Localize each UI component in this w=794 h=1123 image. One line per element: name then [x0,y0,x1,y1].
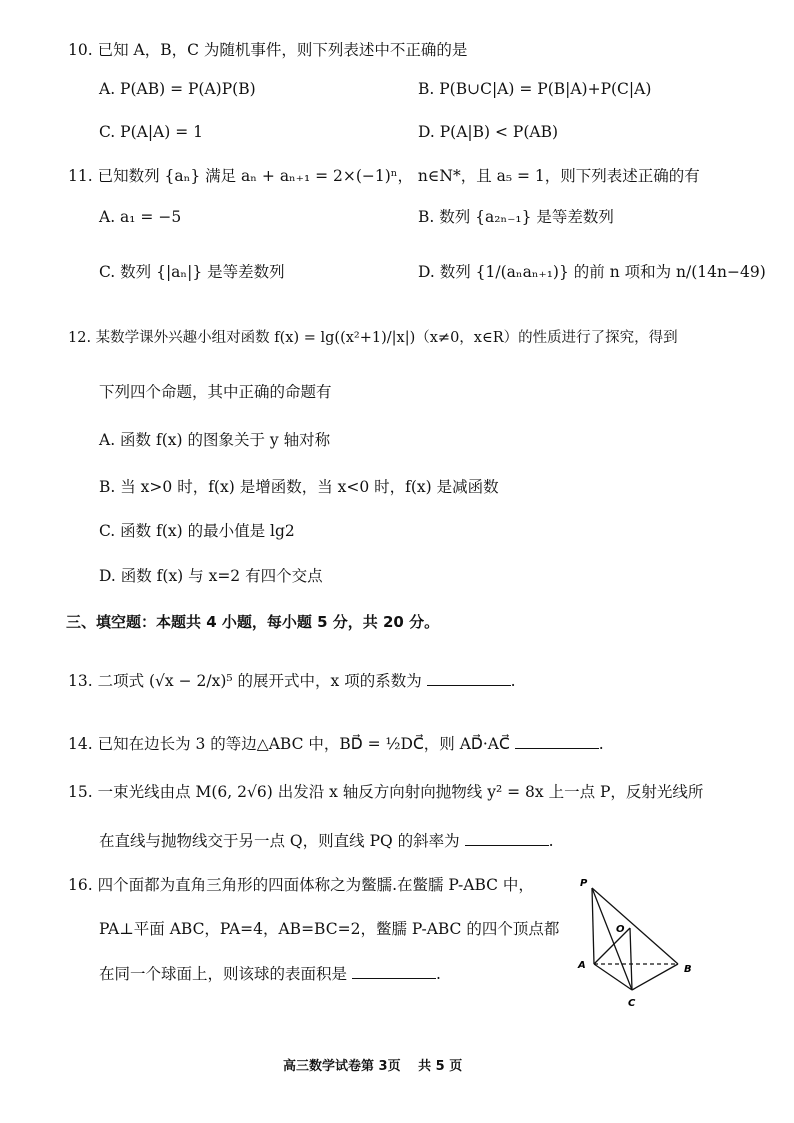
edge-pc [592,888,632,990]
q12-option-b: B. 当 x>0 时，f(x) 是增函数，当 x<0 时，f(x) 是减函数 [99,478,499,496]
q12-option-d: D. 函数 f(x) 与 x=2 有四个交点 [99,567,323,585]
q15-line2-wrap: 在直线与抛物线交于另一点 Q，则直线 PQ 的斜率为 . [99,832,554,850]
q16-line2: PA⊥平面 ABC，PA=4，AB=BC=2，鳖臑 P-ABC 的四个顶点都 [99,920,560,938]
segment-ao [594,928,630,964]
q10-option-c: C. P(A|A) = 1 [99,123,203,141]
q16-line1: 16. 四个面都为直角三角形的四面体称之为鳖臑.在鳖臑 P-ABC 中， [68,876,534,894]
label-o: O [616,924,625,935]
q12-option-a: A. 函数 f(x) 的图象关于 y 轴对称 [99,431,331,449]
q10-option-b: B. P(B∪C|A) = P(B|A)+P(C|A) [418,80,652,98]
tetrahedron-figure [570,870,710,1020]
edge-pa [592,888,594,964]
segment-oc [630,928,632,990]
label-c: C [628,998,636,1009]
q14-stem: 14. 已知在边长为 3 的等边△ABC 中，BD⃗ = ½DC⃗，则 AD⃗·AC⃗ [68,735,510,753]
q10-option-d: D. P(A|B) < P(AB) [418,123,559,141]
q15-answer-blank[interactable] [465,830,549,846]
q12-stem-line1: 12. 某数学课外兴趣小组对函数 f(x) = lg((x²+1)/|x|)（x≠0，x∈R）的性质进行了探究，得到 [68,330,678,346]
q11-option-d: D. 数列 {1/(aₙaₙ₊₁)} 的前 n 项和为 n/(14n−49) [418,263,766,281]
q16-answer-blank[interactable] [352,963,436,979]
q12-option-c: C. 函数 f(x) 的最小值是 lg2 [99,522,295,540]
q13-text: 13. 二项式 (√x − 2/x)⁵ 的展开式中，x 项的系数为 . [68,672,516,690]
edge-cb [632,964,678,990]
q13-answer-blank[interactable] [427,670,511,686]
q11-option-b: B. 数列 {a₂ₙ₋₁} 是等差数列 [418,208,614,226]
label-a: A [578,960,586,971]
q15-line1: 15. 一束光线由点 M(6, 2√6) 出发沿 x 轴反方向射向抛物线 y² = 8x 上一点 P，反射光线所 [68,783,704,801]
label-p: P [580,878,588,889]
q16-line3: 在同一个球面上，则该球的表面积是 [99,965,348,983]
page-footer: 高三数学试卷第 3页 共 5 页 [283,1059,463,1074]
q10-option-a: A. P(AB) = P(A)P(B) [99,80,256,98]
label-b: B [684,964,692,975]
q10-stem: 10. 已知 A，B，C 为随机事件，则下列表述中不正确的是 [68,41,468,59]
q14-answer-blank[interactable] [515,733,599,749]
q16-line3-wrap: 在同一个球面上，则该球的表面积是 . [99,965,441,983]
q11-option-c: C. 数列 {|aₙ|} 是等差数列 [99,263,285,281]
section-heading: 三、填空题：本题共 4 小题，每小题 5 分，共 20 分。 [66,613,440,631]
q12-stem-line2: 下列四个命题，其中正确的命题有 [99,383,332,401]
q14-text: 14. 已知在边长为 3 的等边△ABC 中，BD⃗ = ½DC⃗，则 AD⃗·AC⃗ . [68,735,604,753]
q15-line2: 在直线与抛物线交于另一点 Q，则直线 PQ 的斜率为 [99,832,460,850]
q11-option-a: A. a₁ = −5 [99,208,182,226]
q11-stem: 11. 已知数列 {aₙ} 满足 aₙ + aₙ₊₁ = 2×(−1)ⁿ， n∈N*，且 a₅ = 1，则下列表述正确的有 [68,167,700,185]
q13-stem: 13. 二项式 (√x − 2/x)⁵ 的展开式中，x 项的系数为 [68,672,422,690]
